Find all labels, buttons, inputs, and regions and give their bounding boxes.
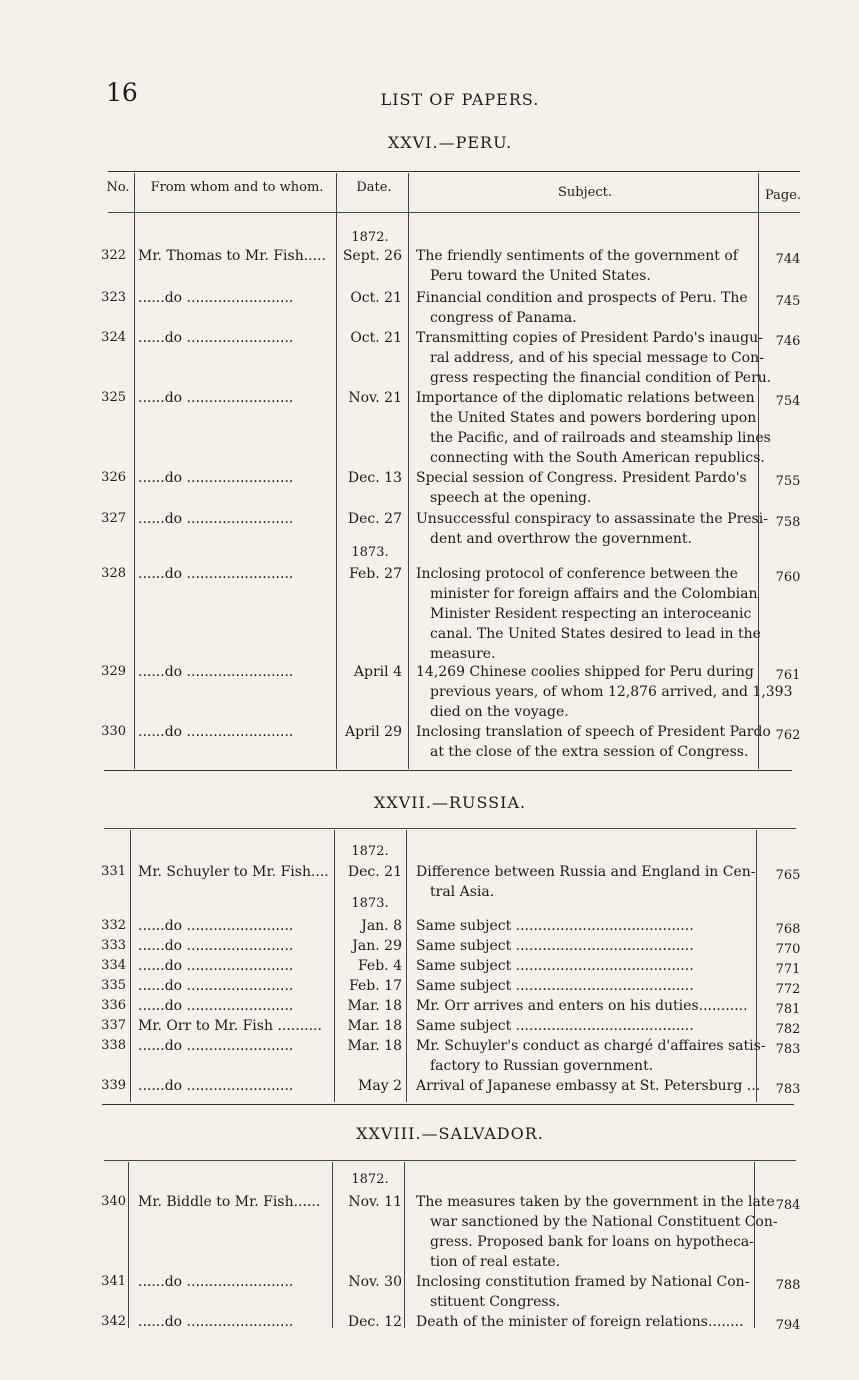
paper-number: 328: [101, 566, 126, 581]
subject-line: 14,269 Chinese coolies shipped for Peru during: [416, 664, 754, 680]
subject-line: Financial condition and prospects of Peru. The: [416, 290, 748, 306]
page-ref: 762: [775, 728, 801, 743]
subject-line: tral Asia.: [430, 884, 495, 900]
page-ref: 746: [775, 334, 801, 349]
subject-line: congress of Panama.: [430, 310, 577, 326]
from-to: ......do ........................: [138, 664, 294, 680]
page-ref: 781: [775, 1002, 801, 1017]
paper-number: 326: [101, 470, 126, 485]
from-to: ......do ........................: [138, 290, 294, 306]
from-to: ......do ........................: [138, 566, 294, 582]
subject-line: Inclosing translation of speech of President Pardo: [416, 724, 771, 740]
col-line: [756, 830, 757, 1102]
subject-line: died on the voyage.: [430, 704, 569, 720]
from-to: ......do ........................: [138, 978, 294, 994]
date-cell: Dec. 13: [347, 470, 402, 486]
subject-line: ral address, and of his special message to Con-: [430, 350, 764, 366]
date-cell: Dec. 27: [347, 511, 402, 527]
page-ref: 745: [775, 294, 801, 309]
page-ref: 765: [775, 868, 801, 883]
page-ref: 760: [775, 570, 801, 585]
date-year: 1872.: [351, 1172, 389, 1187]
paper-number: 330: [101, 724, 126, 739]
running-head: LIST OF PAPERS.: [380, 90, 540, 109]
date-cell: Sept. 26: [342, 248, 402, 264]
paper-number: 341: [101, 1274, 126, 1289]
subject-line: The friendly sentiments of the government of: [416, 248, 738, 264]
paper-number: 333: [101, 938, 126, 953]
page-ref: 788: [775, 1278, 801, 1293]
paper-number: 340: [101, 1194, 126, 1209]
page-ref: 772: [775, 982, 801, 997]
from-to: ......do ........................: [138, 724, 294, 740]
subject-line: Mr. Orr arrives and enters on his duties...........: [416, 998, 748, 1014]
subject-line: Mr. Schuyler's conduct as chargé d'affaires satis-: [416, 1038, 766, 1054]
date-cell: Nov. 30: [348, 1274, 402, 1290]
date-cell: Feb. 4: [357, 958, 402, 974]
subject-line: Same subject ........................................: [416, 938, 694, 954]
from-to: ......do ........................: [138, 918, 294, 934]
subject-line: Unsuccessful conspiracy to assassinate the Presi-: [416, 511, 768, 527]
date-cell: Feb. 17: [349, 978, 402, 994]
date-cell: April 29: [345, 724, 402, 740]
paper-number: 342: [101, 1314, 126, 1329]
paper-number: 329: [101, 664, 126, 679]
paper-number: 325: [101, 390, 126, 405]
paper-number: 324: [101, 330, 126, 345]
section-title-russia: XXVII.—RUSSIA.: [373, 793, 527, 812]
page-ref: 794: [775, 1318, 801, 1333]
subject-line: Same subject ........................................: [416, 918, 694, 934]
paper-number: 331: [101, 864, 126, 879]
from-to: ......do ........................: [138, 998, 294, 1014]
page-ref: 755: [775, 474, 801, 489]
paper-number: 335: [101, 978, 126, 993]
subject-line: gress respecting the financial condition of Peru.: [430, 370, 772, 386]
col-line: [406, 830, 407, 1102]
subject-line: tion of real estate.: [430, 1254, 561, 1270]
page-ref: 784: [775, 1198, 801, 1213]
subject-line: stituent Congress.: [430, 1294, 561, 1310]
date-cell: Feb. 27: [349, 566, 402, 582]
subject-line: measure.: [430, 646, 496, 662]
from-to: Mr. Schuyler to Mr. Fish....: [138, 864, 329, 880]
paper-number: 337: [101, 1018, 126, 1033]
col-line: [334, 830, 335, 1102]
from-to: ......do ........................: [138, 1038, 294, 1054]
paper-number: 338: [101, 1038, 126, 1053]
subject-line: Special session of Congress. President Pardo's: [416, 470, 747, 486]
from-to: ......do ........................: [138, 1314, 294, 1330]
subject-line: dent and overthrow the government.: [430, 531, 692, 547]
from-to: Mr. Orr to Mr. Fish ..........: [138, 1018, 322, 1034]
header-subject: Subject.: [558, 185, 612, 200]
subject-line: Difference between Russia and England in Cen-: [416, 864, 756, 880]
rule-bottom-peru: [104, 770, 792, 771]
subject-line: factory to Russian government.: [430, 1058, 654, 1074]
from-to: ......do ........................: [138, 938, 294, 954]
subject-line: Same subject ........................................: [416, 978, 694, 994]
subject-line: Inclosing protocol of conference between the: [416, 566, 738, 582]
subject-line: canal. The United States desired to lead in the: [430, 626, 761, 642]
subject-line: Transmitting copies of President Pardo's inaugu-: [416, 330, 763, 346]
section-title-peru: XXVI.—PERU.: [387, 133, 513, 152]
header-date: Date.: [356, 180, 392, 195]
paper-number: 336: [101, 998, 126, 1013]
header-from: From whom and to whom.: [150, 180, 324, 195]
subject-line: the Pacific, and of railroads and steamship lines: [430, 430, 771, 446]
page-ref: 754: [775, 394, 801, 409]
page-ref: 783: [775, 1082, 801, 1097]
subject-line: war sanctioned by the National Constituent Con-: [430, 1214, 778, 1230]
subject-line: speech at the opening.: [430, 490, 592, 506]
header-page: Page.: [764, 188, 802, 203]
col-line: [336, 173, 337, 769]
subject-line: Arrival of Japanese embassy at St. Petersburg ...: [416, 1078, 761, 1094]
from-to: ......do ........................: [138, 330, 294, 346]
date-cell: Mar. 18: [347, 998, 402, 1014]
col-line: [404, 1162, 405, 1328]
col-line: [134, 173, 135, 769]
paper-number: 334: [101, 958, 126, 973]
date-cell: Dec. 12: [347, 1314, 402, 1330]
col-line: [758, 173, 759, 769]
date-year: 1873.: [351, 896, 389, 911]
from-to: Mr. Biddle to Mr. Fish......: [138, 1194, 321, 1210]
rule-top-salvador: [104, 1160, 796, 1161]
subject-line: connecting with the South American republics.: [430, 450, 765, 466]
page-ref: 782: [775, 1022, 801, 1037]
date-cell: Oct. 21: [350, 290, 402, 306]
paper-number: 322: [101, 248, 126, 263]
rule-top-peru: [108, 171, 800, 172]
rule-top-russia: [104, 828, 796, 829]
from-to: ......do ........................: [138, 958, 294, 974]
from-to: ......do ........................: [138, 1078, 294, 1094]
page-ref: 744: [775, 252, 801, 267]
page-ref: 783: [775, 1042, 801, 1057]
page-ref: 758: [775, 515, 801, 530]
col-line: [130, 830, 131, 1102]
from-to: ......do ........................: [138, 511, 294, 527]
from-to: ......do ........................: [138, 470, 294, 486]
subject-line: Same subject ........................................: [416, 1018, 694, 1034]
page-number: 16: [106, 78, 138, 107]
subject-line: the United States and powers bordering upon: [430, 410, 757, 426]
date-cell: Mar. 18: [347, 1018, 402, 1034]
from-to: ......do ........................: [138, 1274, 294, 1290]
subject-line: Importance of the diplomatic relations between: [416, 390, 755, 406]
subject-line: at the close of the extra session of Congress.: [430, 744, 749, 760]
date-cell: April 4: [353, 664, 402, 680]
date-year: 1872.: [351, 230, 389, 245]
date-cell: Oct. 21: [350, 330, 402, 346]
subject-line: Minister Resident respecting an interoceanic: [430, 606, 752, 622]
from-to: Mr. Thomas to Mr. Fish.....: [138, 248, 326, 264]
page-ref: 770: [775, 942, 801, 957]
header-no: No.: [106, 180, 130, 195]
subject-line: Peru toward the United States.: [430, 268, 651, 284]
col-line: [754, 1162, 755, 1328]
subject-line: Same subject ........................................: [416, 958, 694, 974]
from-to: ......do ........................: [138, 390, 294, 406]
col-line: [128, 1162, 129, 1328]
page-ref: 771: [775, 962, 801, 977]
rule-header-bottom: [108, 212, 800, 213]
rule-bottom-russia: [102, 1104, 794, 1105]
date-cell: Jan. 8: [361, 918, 402, 934]
subject-line: minister for foreign affairs and the Colombian: [430, 586, 758, 602]
date-cell: Mar. 18: [347, 1038, 402, 1054]
date-year: 1872.: [351, 844, 389, 859]
subject-line: gress. Proposed bank for loans on hypotheca-: [430, 1234, 754, 1250]
paper-number: 323: [101, 290, 126, 305]
paper-number: 339: [101, 1078, 126, 1093]
date-cell: Jan. 29: [352, 938, 402, 954]
page-ref: 768: [775, 922, 801, 937]
date-cell: Nov. 11: [348, 1194, 402, 1210]
date-year: 1873.: [351, 545, 389, 560]
subject-line: Death of the minister of foreign relations........: [416, 1314, 744, 1330]
date-cell: Nov. 21: [348, 390, 402, 406]
subject-line: The measures taken by the government in the late: [416, 1194, 775, 1210]
col-line: [332, 1162, 333, 1328]
date-cell: May 2: [358, 1078, 402, 1094]
subject-line: Inclosing constitution framed by National Con-: [416, 1274, 750, 1290]
page-ref: 761: [775, 668, 801, 683]
col-line: [408, 173, 409, 769]
paper-number: 332: [101, 918, 126, 933]
section-title-salvador: XXVIII.—SALVADOR.: [356, 1124, 544, 1143]
date-cell: Dec. 21: [347, 864, 402, 880]
paper-number: 327: [101, 511, 126, 526]
subject-line: previous years, of whom 12,876 arrived, and 1,393: [430, 684, 793, 700]
